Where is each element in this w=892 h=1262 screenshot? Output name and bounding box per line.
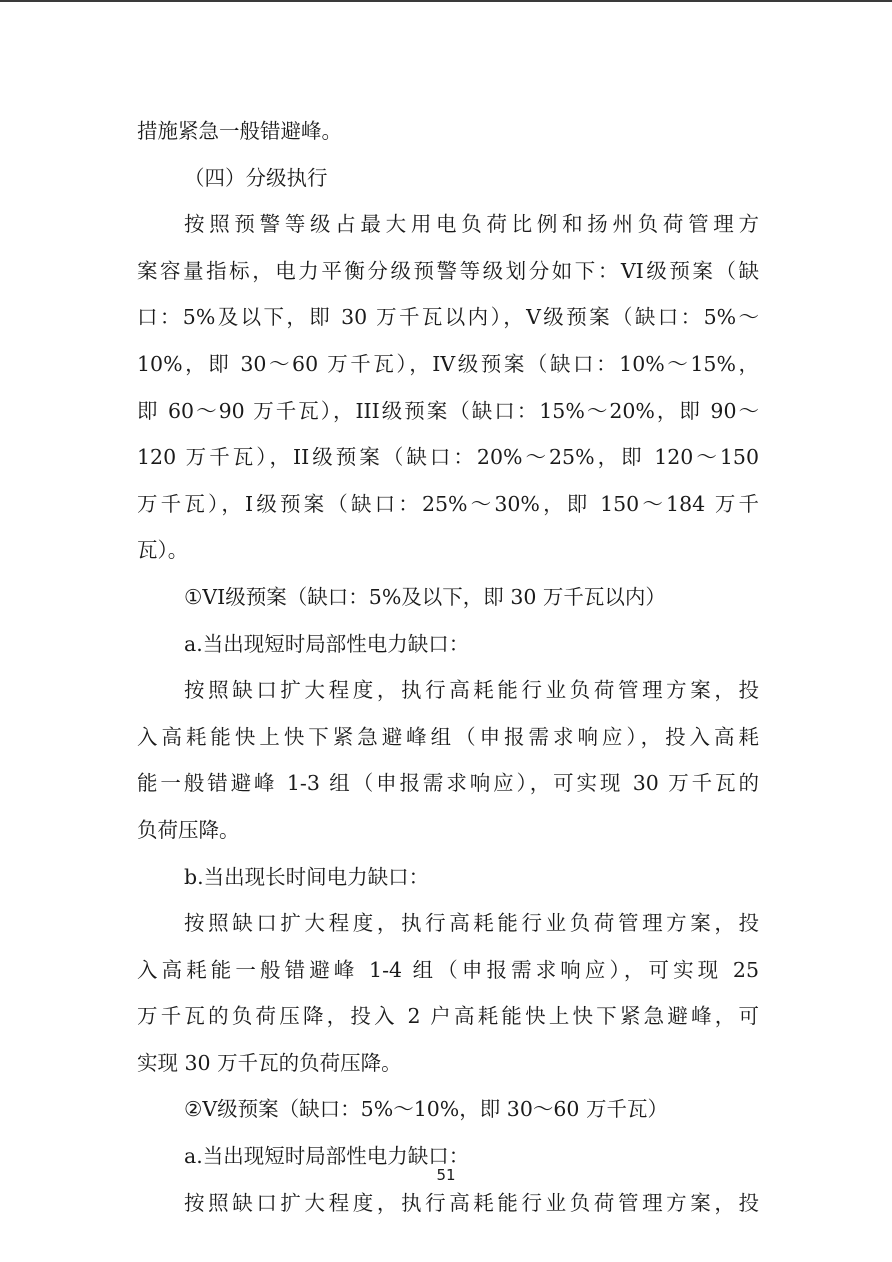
page-number: 51 — [436, 1166, 456, 1184]
body-line: 万千瓦），I级预案（缺口：25%～30%，即 150～184 万千 — [137, 491, 759, 516]
body-line: 入高耗能快上快下紧急避峰组（申报需求响应），投入高耗 — [137, 724, 759, 749]
document-body — [137, 108, 759, 1226]
body-line: 实现 30 万千瓦的负荷压降。 — [137, 1050, 402, 1075]
body-line: 负荷压降。 — [137, 817, 240, 842]
body-line: 案容量指标，电力平衡分级预警等级划分如下：VI级预案（缺 — [137, 258, 759, 283]
body-line: 即 60～90 万千瓦），III级预案（缺口：15%～20%，即 90～ — [137, 398, 759, 423]
body-line: 万千瓦的负荷压降，投入 2 户高耗能快上快下紧急避峰，可 — [137, 1004, 759, 1029]
body-line: 口：5%及以下，即 30 万千瓦以内），V级预案（缺口：5%～ — [137, 305, 759, 330]
body-line: 按照预警等级占最大用电负荷比例和扬州负荷管理方 — [184, 212, 759, 237]
subheading-long-term: b.当出现长时间电力缺口： — [184, 864, 430, 889]
plan-heading-vi: ①VI级预案（缺口：5%及以下，即 30 万千瓦以内） — [184, 584, 666, 609]
body-line: 120 万千瓦），II级预案（缺口：20%～25%，即 120～150 — [137, 445, 759, 470]
plan-heading-v: ②V级预案（缺口：5%～10%，即 30～60 万千瓦） — [184, 1097, 668, 1122]
body-line: 按照缺口扩大程度，执行高耗能行业负荷管理方案，投 — [184, 678, 759, 703]
body-line: 入高耗能一般错避峰 1-4 组（申报需求响应），可实现 25 — [137, 957, 759, 982]
section-heading: （四）分级执行 — [184, 165, 328, 190]
body-line: 瓦）。 — [137, 538, 189, 563]
body-line: 按照缺口扩大程度，执行高耗能行业负荷管理方案，投 — [184, 911, 759, 936]
body-line: 按照缺口扩大程度，执行高耗能行业负荷管理方案，投 — [184, 1190, 759, 1215]
top-border-line — [0, 0, 892, 2]
body-line: 措施紧急一般错避峰。 — [137, 119, 342, 143]
subheading-short-term: a.当出现短时局部性电力缺口： — [184, 631, 470, 656]
body-line: 10%，即 30～60 万千瓦），IV级预案（缺口：10%～15%， — [137, 351, 759, 376]
subheading-short-term: a.当出现短时局部性电力缺口： — [184, 1144, 470, 1169]
body-line: 能一般错避峰 1-3 组（申报需求响应），可实现 30 万千瓦的 — [137, 771, 759, 796]
